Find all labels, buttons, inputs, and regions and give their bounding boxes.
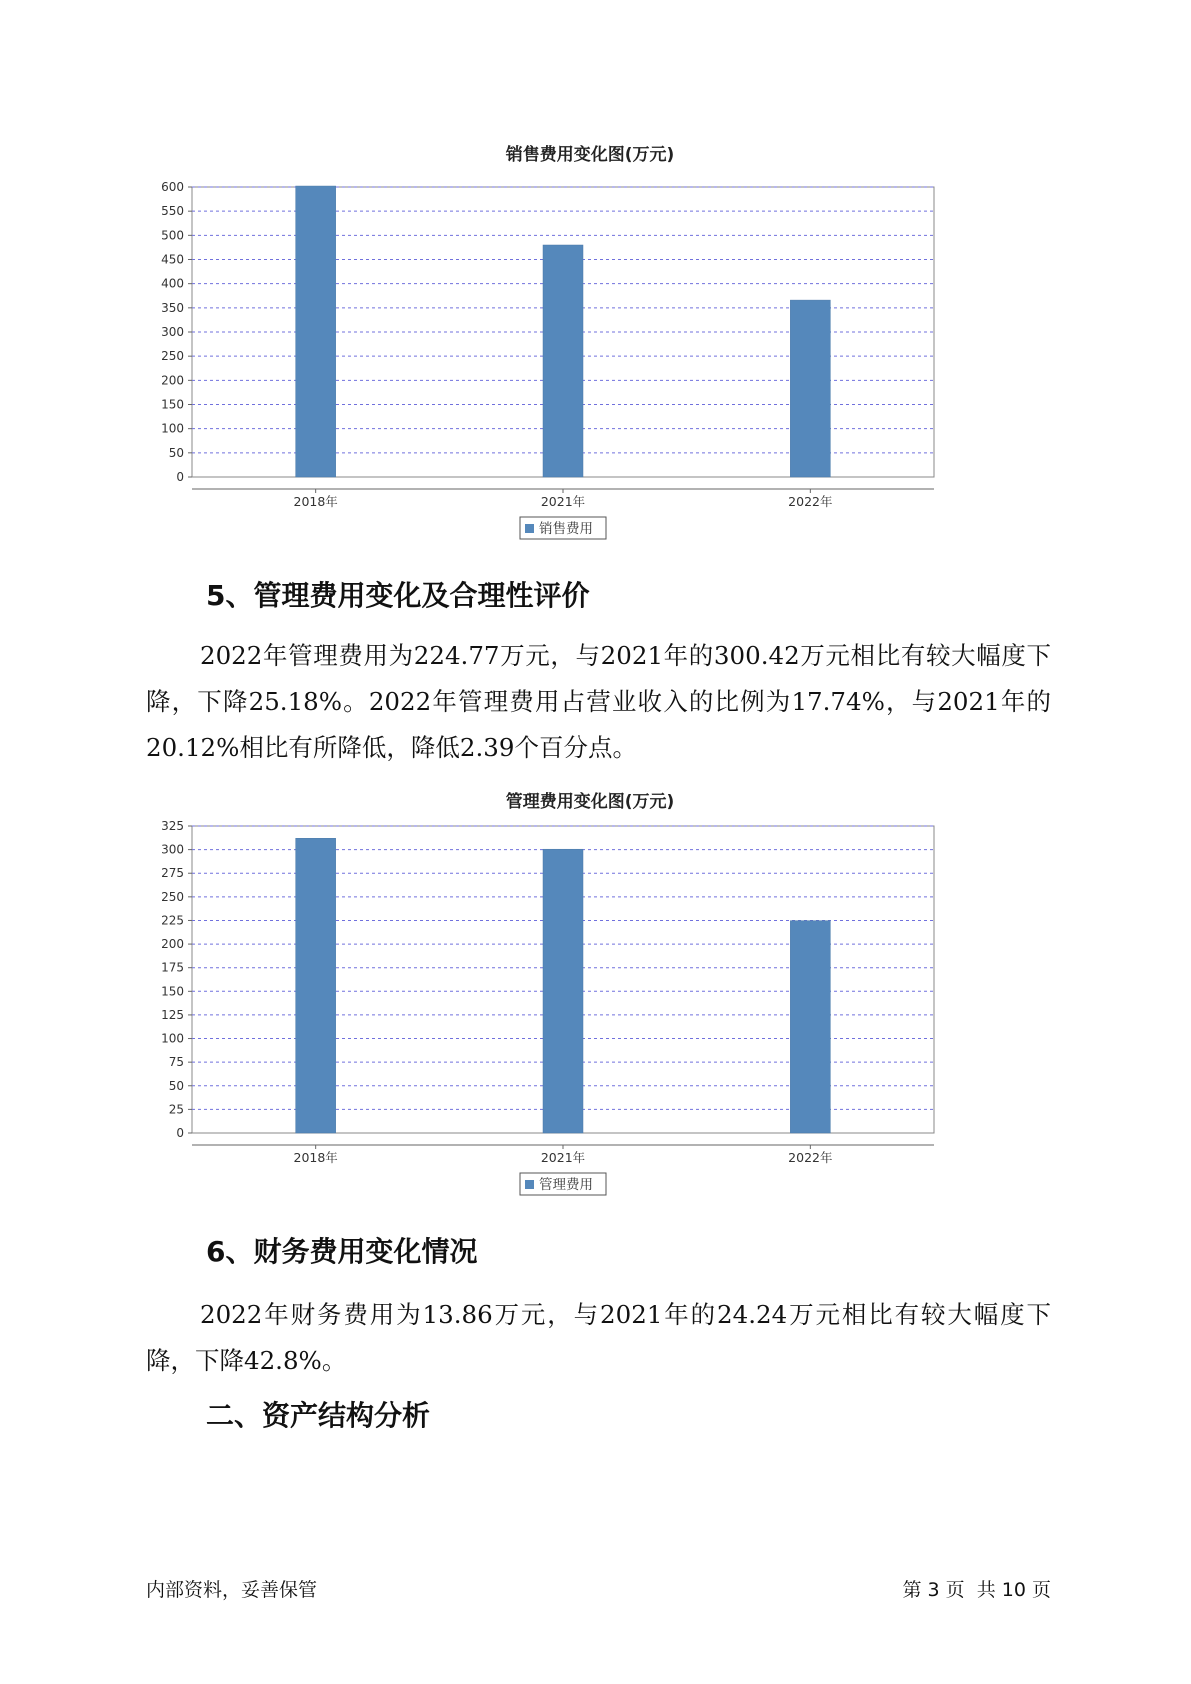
y-tick-label: 225 (161, 913, 184, 928)
x-tick-label: 2021年 (540, 1150, 586, 1165)
x-tick-label: 2018年 (293, 494, 338, 509)
part-heading-2: 二、资产结构分析 (206, 1399, 431, 1432)
bar (296, 838, 336, 1133)
section-paragraph-6: 2022年财务费用为13.86万元，与2021年的24.24万元相比有较大幅度下降，下降42.8%。 (146, 1300, 1051, 1375)
y-tick-label: 150 (161, 984, 184, 999)
x-tick-label: 2018年 (293, 1150, 338, 1165)
x-tick-label: 2022年 (788, 494, 833, 509)
y-tick-label: 75 (168, 1055, 184, 1070)
x-tick-label: 2022年 (788, 1150, 833, 1165)
y-tick-label: 100 (161, 421, 184, 436)
sales-expense-chart (150, 140, 1030, 550)
bar (543, 849, 583, 1133)
bar (543, 245, 583, 477)
bar (790, 300, 830, 477)
y-tick-label: 250 (161, 349, 184, 364)
y-tick-label: 300 (161, 325, 184, 339)
x-tick-label: 2021年 (540, 494, 586, 509)
chart-title: 管理费用变化图(万元) (505, 792, 675, 812)
section-paragraph-5: 2022年管理费用为224.77万元，与2021年的300.42万元相比有较大幅度下降，下降25.18%。2022年管理费用占营业收入的比例为17.74%，与2021年的20.12%相比有所降低，降低2.39个百分点。 (146, 641, 1051, 762)
y-tick-label: 325 (161, 819, 184, 833)
y-tick-label: 175 (161, 960, 184, 975)
footer-note: 内部资料，妥善保管 (146, 1579, 318, 1601)
y-tick-label: 200 (161, 373, 184, 388)
y-tick-label: 400 (161, 276, 184, 291)
y-tick-label: 350 (161, 300, 184, 315)
bar (296, 186, 336, 477)
y-tick-label: 600 (161, 180, 184, 194)
y-tick-label: 200 (161, 937, 184, 952)
y-tick-label: 275 (161, 866, 184, 881)
y-tick-label: 0 (176, 1126, 184, 1140)
y-tick-label: 50 (168, 1078, 184, 1093)
legend-swatch (525, 1180, 534, 1189)
y-tick-label: 500 (161, 228, 184, 243)
y-tick-label: 100 (161, 1031, 184, 1046)
chart-svg (150, 160, 1030, 560)
y-tick-label: 300 (161, 842, 184, 857)
y-tick-label: 150 (161, 397, 184, 412)
y-tick-label: 25 (168, 1102, 184, 1117)
section-heading-5: 5、管理费用变化及合理性评价 (206, 579, 590, 612)
legend-label: 管理费用 (539, 1177, 593, 1193)
section-heading-6: 6、财务费用变化情况 (206, 1235, 478, 1268)
bar (790, 921, 830, 1133)
chart-svg (150, 807, 1030, 1217)
y-tick-label: 0 (176, 470, 184, 484)
page-number: 第 3 页 共 10 页 (902, 1579, 1051, 1601)
y-tick-label: 450 (161, 252, 184, 267)
admin-expense-chart (150, 787, 1030, 1207)
y-tick-label: 550 (161, 204, 184, 219)
legend-label: 销售费用 (539, 521, 593, 537)
legend-swatch (525, 524, 534, 533)
y-tick-label: 50 (168, 445, 184, 460)
y-tick-label: 125 (161, 1007, 184, 1022)
y-tick-label: 250 (161, 889, 184, 904)
chart-title: 销售费用变化图(万元) (505, 145, 675, 165)
